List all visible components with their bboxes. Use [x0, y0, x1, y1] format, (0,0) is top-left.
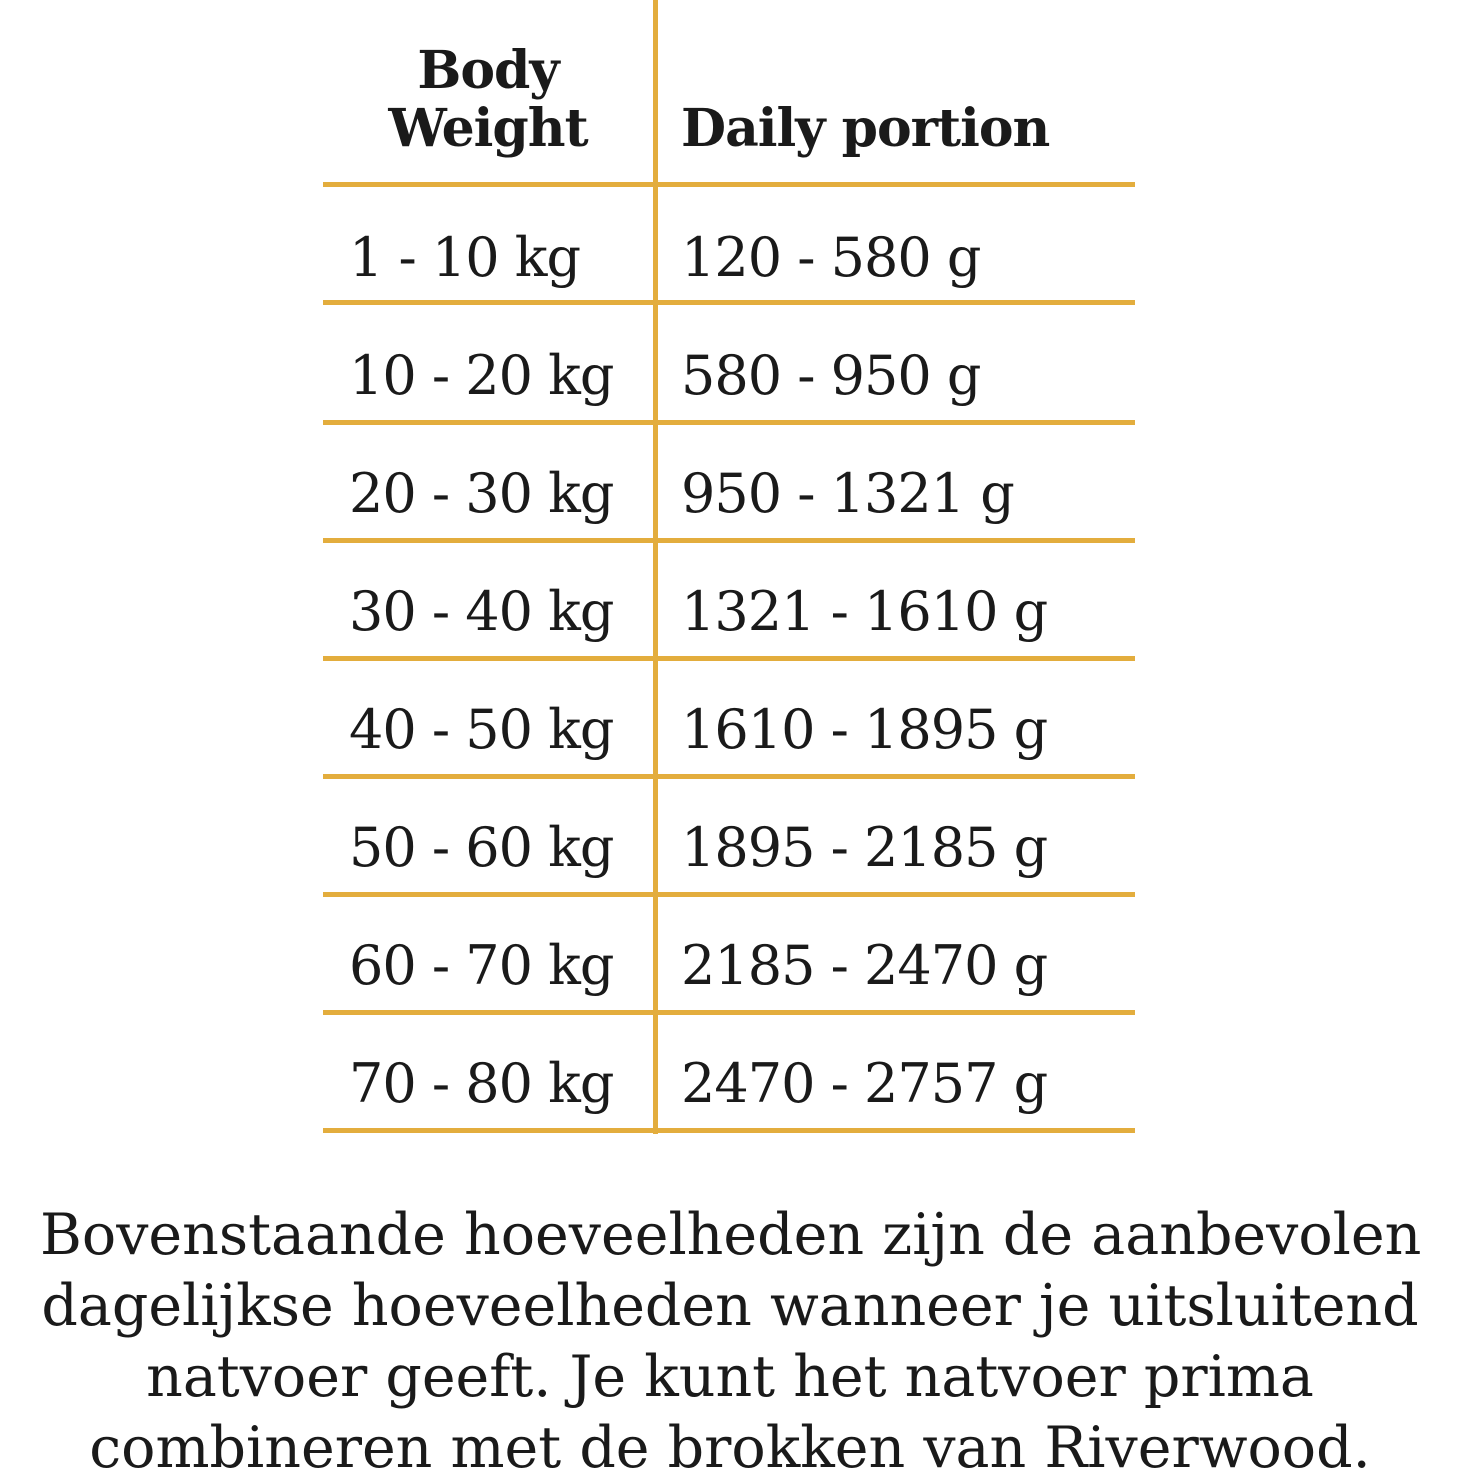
row-4-portion: 1321 - 1610 g — [681, 580, 1048, 643]
table-bottom-divider — [323, 1128, 1135, 1133]
column-divider — [653, 0, 658, 1134]
row-6-weight: 50 - 60 kg — [349, 816, 614, 879]
note-line-3: natvoer geeft. Je kunt het natvoer prima — [146, 1344, 1314, 1410]
header-daily-portion: Daily portion — [681, 98, 1050, 159]
header-body-weight-line1: Body — [417, 40, 559, 101]
row-divider — [323, 1010, 1135, 1015]
row-6-portion: 1895 - 2185 g — [681, 816, 1048, 879]
row-3-portion: 950 - 1321 g — [681, 462, 1014, 525]
row-7-portion: 2185 - 2470 g — [681, 934, 1048, 997]
row-8-portion: 2470 - 2757 g — [681, 1052, 1048, 1115]
row-7-weight: 60 - 70 kg — [349, 934, 614, 997]
row-1-portion: 120 - 580 g — [681, 226, 981, 289]
feeding-note — [40, 1200, 1420, 1484]
row-3-weight: 20 - 30 kg — [349, 462, 614, 525]
header-body-weight — [323, 42, 653, 158]
row-divider — [323, 774, 1135, 779]
row-divider — [323, 892, 1135, 897]
row-1-weight: 1 - 10 kg — [349, 226, 581, 289]
row-2-portion: 580 - 950 g — [681, 344, 981, 407]
row-divider — [323, 656, 1135, 661]
row-5-weight: 40 - 50 kg — [349, 698, 614, 761]
row-divider — [323, 300, 1135, 305]
feeding-table — [323, 0, 1135, 1136]
row-divider — [323, 538, 1135, 543]
note-line-4: combineren met de brokken van Riverwood. — [89, 1415, 1371, 1481]
row-5-portion: 1610 - 1895 g — [681, 698, 1048, 761]
row-8-weight: 70 - 80 kg — [349, 1052, 614, 1115]
header-body-weight-line2: Weight — [388, 98, 588, 159]
row-4-weight: 30 - 40 kg — [349, 580, 614, 643]
note-line-1: Bovenstaande hoeveelheden zijn de aanbevolen — [40, 1202, 1422, 1268]
note-line-2: dagelijkse hoeveelheden wanneer je uitsluitend — [41, 1273, 1419, 1339]
row-2-weight: 10 - 20 kg — [349, 344, 614, 407]
header-divider — [323, 182, 1135, 187]
row-divider — [323, 420, 1135, 425]
